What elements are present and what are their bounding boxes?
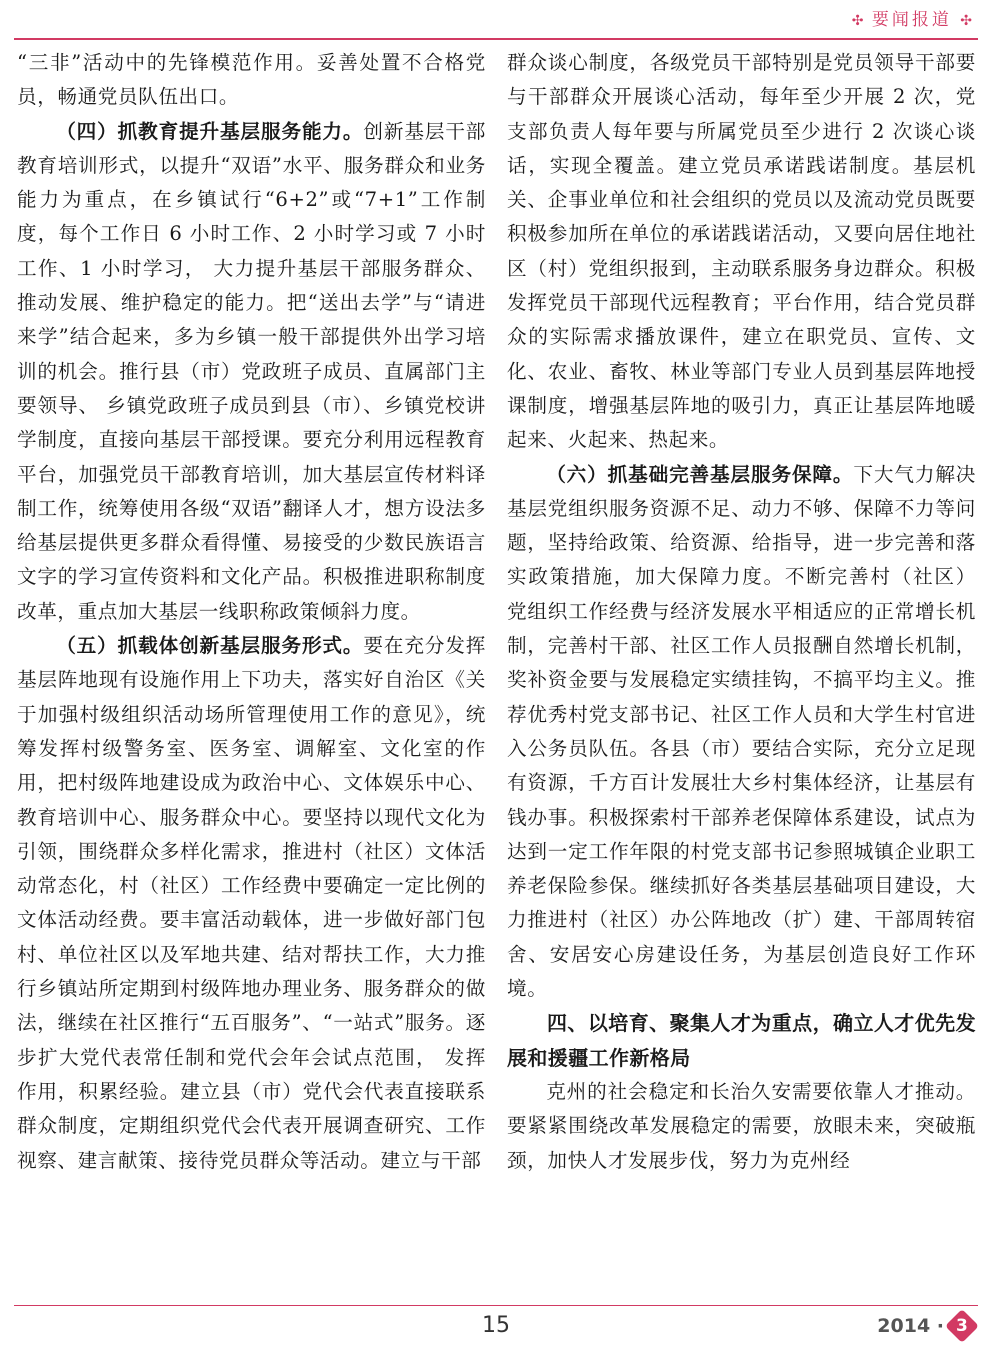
paragraph: “三非”活动中的先锋模范作用。妥善处置不合格党员，畅通党员队伍出口。 (17, 51, 486, 109)
paragraph-body: 要在充分发挥基层阵地现有设施作用上下功夫，落实好自治区《关于加强村级组织活动场所管理使用工作的意见》，统筹发挥村级警务室、医务室、调解室、文化室的作用，把村级阵地建设成为政治中心、文体娱乐中心、教育培训中心、服务群众中心。要坚持以现代文化为引领，围绕群众多样化需求，推进村（社区）文体活动常态化，村（社区）工作经费中要确定一定比例的文体活动经费。要丰富活动载体，进一步做好部门包村、单位社区以及军地共建、结对帮扶工作，大力推行乡镇站所定期到村级阵地办理业务、服务群众的做法，继续在社区推行“五百服务”、“一站式”服务。逐步扩大党代表常任制和党代会年会试点范围， 发挥作用，积累经验。建立县（市）党代会代表直接联系群众制度，定期组织党代会代表开展调查研究、工作视察、建言献策、接待党员群众等活动。建立与干部 (17, 634, 487, 1172)
subsection-heading: （四）抓教育提升基层服务能力。 (56, 119, 364, 143)
left-column (17, 46, 486, 1178)
page-number: 15 (482, 1313, 510, 1338)
section-title: 要闻报道 (871, 10, 952, 30)
issue-number: 3 (956, 1316, 968, 1336)
paragraph (507, 458, 976, 1007)
subsection-heading: （六）抓基础完善基层服务保障。 (546, 462, 854, 486)
paragraph (17, 629, 486, 1178)
paragraph: 克州的社会稳定和长治久安需要依靠人才推动。要紧紧围绕改革发展稳定的需要，放眼未来，突破瓶颈，加快人才发展步伐，努力为克州经 (507, 1079, 976, 1172)
paragraph (17, 115, 486, 629)
ornament-left-icon: ✣ (851, 13, 864, 29)
issue-label (877, 1312, 974, 1340)
footer-rule (14, 1305, 978, 1306)
paragraph: 群众谈心制度，各级党员干部特别是党员领导干部要与干部群众开展谈心活动，每年至少开展 2 次，党支部负责人每年要与所属党员至少进行 2 次谈心谈话，实现全覆盖。建立党员承诺践诺制度。基层机关、企事业单位和社会组织的党员以及流动党员既要积极参加所在单位的承诺践诺活动，又要向居住地社区（村）党组织报到，主动联系服务身边群众。积极发挥党员干部现代远程教育；平台作用，结合党员群众的实际需求播放课件，建立在职党员、宣传、文化、农业、畜牧、林业等部门专业人员到基层阵地授课制度，增强基层阵地的吸引力，真正让基层阵地暖起来、火起来、热起来。 (507, 51, 976, 452)
right-column (507, 46, 976, 1178)
header-rule (14, 38, 978, 40)
paragraph-body: 下大气力解决基层党组织服务资源不足、动力不够、保障不力等问题，坚持给政策、给资源、给指导，进一步完善和落实政策措施，加大保障力度。不断完善村（社区） 党组织工作经费与经济发展水平相适应的正常增长机制，完善村干部、社区工作人员报酬自然增长机制，奖补资金要与发展稳定实绩挂钩，不搞平均主义。推荐优秀村党支部书记、社区工作人员和大学生村官进入公务员队伍。各县（市）要结合实际，充分立足现有资源，千方百计发展壮大乡村集体经济，让基层有钱办事。积极探索村干部养老保障体系建设，试点为达到一定工作年限的村党支部书记参照城镇企业职工养老保险参保。继续抓好各类基层基础项目建设，大力推进村（社区）办公阵地改（扩）建、干部周转宿舍、安居安心房建设任务，为基层创造良好工作环境。 (507, 462, 977, 1001)
issue-badge (945, 1309, 979, 1343)
subsection-heading: （五）抓载体创新基层服务形式。 (56, 634, 364, 658)
section-heading: 四、以培育、聚集人才为重点，确立人才优先发展和援疆工作新格局 (507, 1011, 976, 1070)
issue-year: 2014 · (877, 1315, 944, 1337)
ornament-right-icon: ✣ (960, 13, 972, 29)
section-tag (852, 6, 972, 34)
paragraph-body: 创新基层干部教育培训形式，以提升“双语”水平、服务群众和业务能力为重点，在乡镇试行“6+2”或“7+1”工作制度，每个工作日 6 小时工作、2 小时学习或 7 小时工作、1 小时学习， 大力提升基层干部服务群众、推动发展、维护稳定的能力。把“送出去学”与“请进来学”结合起来，多为乡镇一般干部提供外出学习培训的机会。推行县（市）党政班子成员、直属部门主要领导、 乡镇党政班子成员到县（市）、乡镇党校讲学制度，直接向基层干部授课。要充分利用远程教育平台，加强党员干部教育培训，加大基层宣传材料译制工作，统筹使用各级“双语”翻译人才，想方设法多给基层提供更多群众看得懂、易接受的少数民族语言文字的学习宣传资料和文化产品。积极推进职称制度改革，重点加大基层一线职称政策倾斜力度。 (17, 119, 487, 623)
